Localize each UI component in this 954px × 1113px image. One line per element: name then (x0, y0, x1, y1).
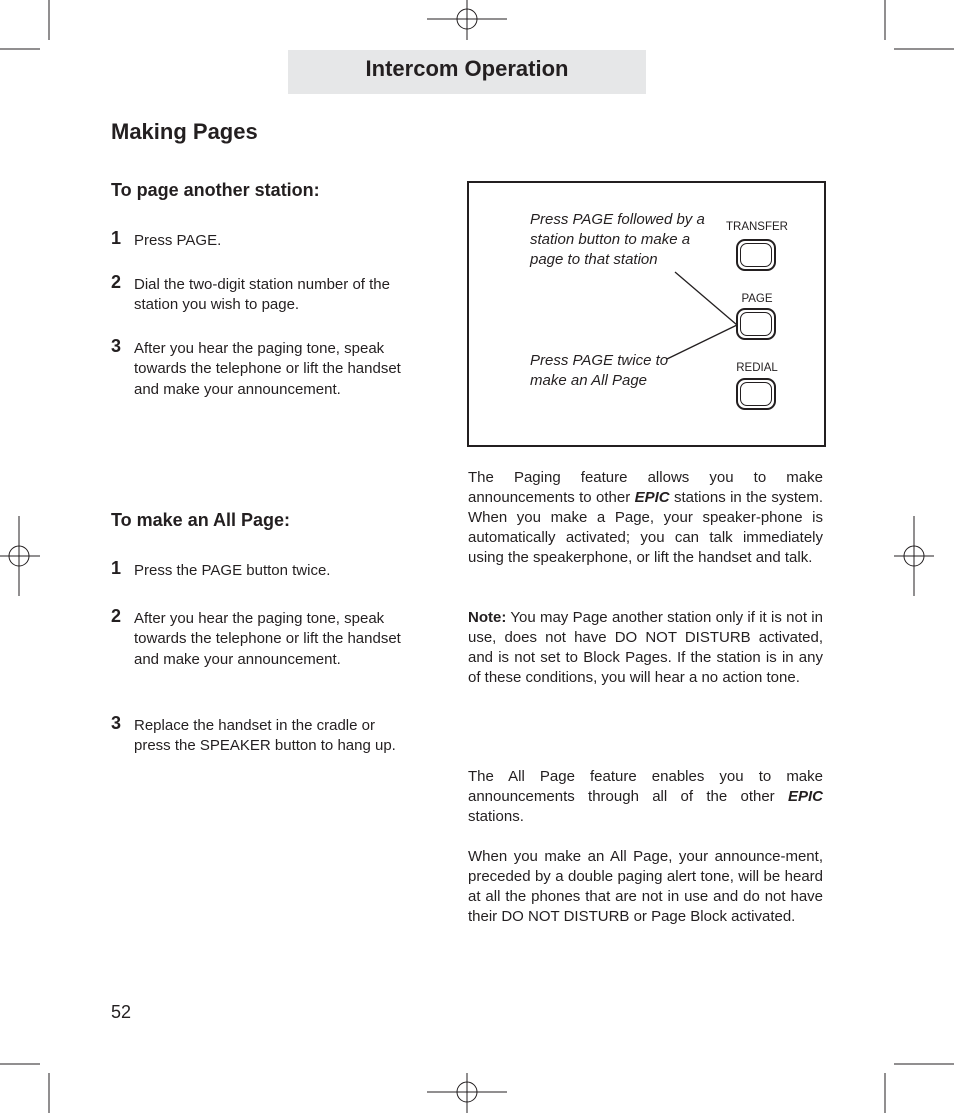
page-station-heading: To page another station: (111, 180, 320, 200)
step-number: 2 (111, 606, 122, 626)
paging-description (468, 468, 823, 568)
pointer-lines (469, 183, 824, 445)
step-number: 1 (111, 228, 122, 248)
step-text: After you hear the paging tone, speak towards the telephone or lift the handset and make your announcement. (134, 609, 401, 668)
step-text: Replace the handset in the cradle or press the SPEAKER button to hang up. (134, 716, 396, 754)
step-number: 1 (111, 558, 122, 578)
page-label: PAGE (741, 293, 773, 305)
page-station-step-3 (111, 336, 411, 400)
button-diagram (467, 181, 826, 447)
note-text: You may Page another station only if it is not in use, does not have DO NOT DISTURB activated, and is not set to Block Pages. If the station is in any of these conditions, you will hear a no action tone. (468, 609, 823, 686)
all-page-description (468, 767, 823, 827)
paging-text-b: stations in the system. When you make a Page, your speaker-phone is automatically activated; you can talk immediately using the speakerphone, or lift the handset and talk. (468, 489, 824, 566)
all-page-step-2 (111, 606, 411, 670)
redial-label: REDIAL (736, 362, 778, 374)
caption-all-page: Press PAGE twice to make an All Page (530, 352, 669, 389)
step-text: Press PAGE. (134, 231, 222, 249)
all-page-step-1 (111, 558, 411, 581)
section-title: Making Pages (111, 119, 258, 144)
all-page-heading: To make an All Page: (111, 510, 291, 530)
step-number: 3 (111, 336, 122, 356)
step-number: 3 (111, 713, 122, 733)
step-text: Dial the two-digit station number of the station you wish to page. (134, 275, 390, 313)
epic-brand: EPIC (788, 788, 824, 805)
registration-mark-top (427, 0, 507, 40)
page-station-step-1 (111, 228, 411, 251)
allpage-text-a: The All Page feature enables you to make announcements through all of the other (468, 768, 823, 805)
chapter-title: Intercom Operation (365, 56, 569, 81)
caption-page-station: Press PAGE followed by a station button to make a page to that station (530, 211, 705, 268)
epic-brand: EPIC (634, 489, 670, 506)
step-text: Press the PAGE button twice. (134, 561, 331, 579)
note-paragraph (468, 608, 823, 688)
all-page-details: When you make an All Page, your announce-ment, preceded by a double paging alert tone, will be heard at all the phones that are not in use and do not have their DO NOT DISTURB or Page Block activated. (468, 848, 823, 925)
allpage-text-b: stations. (468, 808, 524, 825)
registration-mark-right (894, 516, 934, 596)
page-number: 52 (111, 1002, 132, 1022)
all-page-step-3 (111, 713, 411, 757)
paging-text-a: The Paging feature allows you to make announcements to other (468, 469, 823, 506)
step-text: After you hear the paging tone, speak towards the telephone or lift the handset and make your announcement. (134, 339, 401, 398)
transfer-label: TRANSFER (726, 221, 788, 233)
registration-mark-left (0, 516, 40, 596)
note-label: Note: (468, 609, 507, 626)
page-station-step-2 (111, 272, 411, 316)
step-number: 2 (111, 272, 122, 292)
registration-mark-bottom (427, 1073, 507, 1113)
